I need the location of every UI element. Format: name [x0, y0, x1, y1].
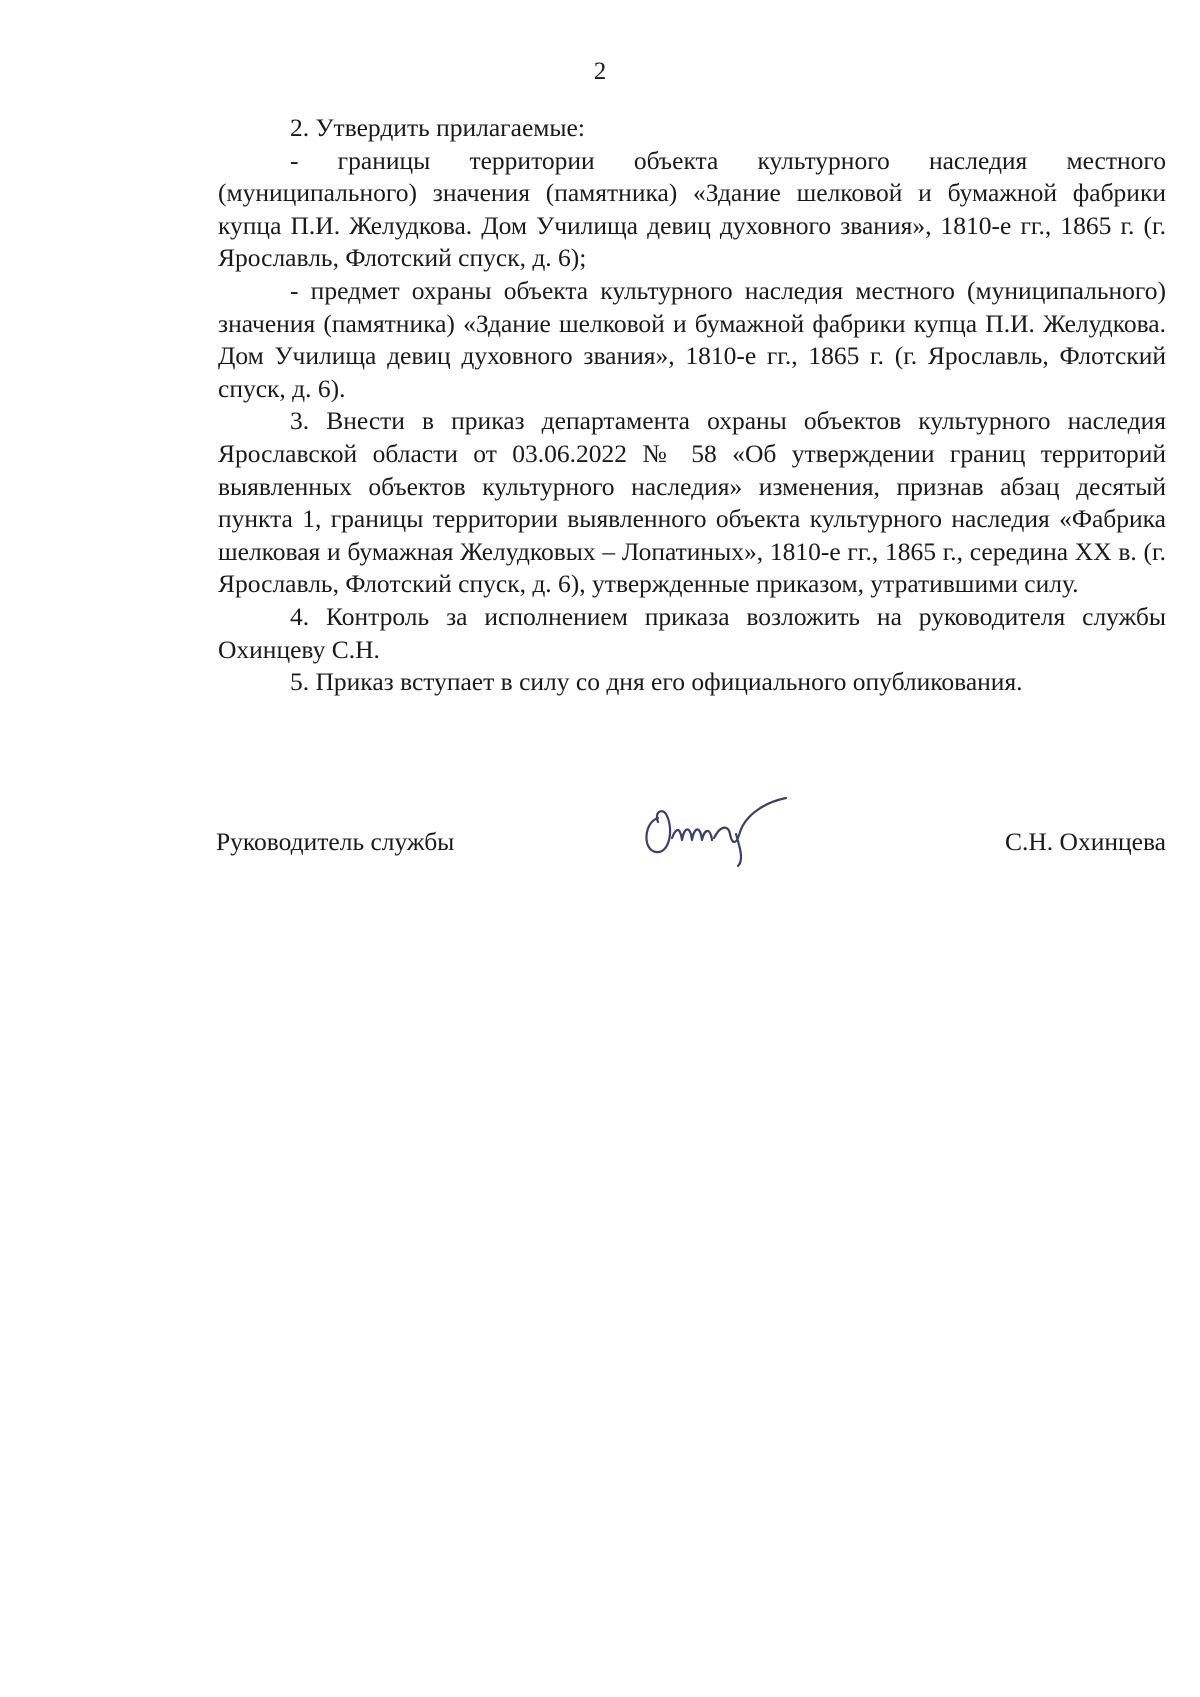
signatory-name: С.Н. Охинцева [1005, 827, 1166, 856]
paragraph-2-approve: 2. Утвердить прилагаемые: [290, 113, 585, 142]
paragraph-2-boundaries: - границы территории объекта культурного наследия местного (муниципального) значения (памятника) «Здание шелковой и бумажной фабрики купца П.И. Желудкова. Дом Училища девиц духовного звания», 1810-е гг., 1865 г. (г. Ярославль, Флотский спуск, д. 6); [218, 145, 1166, 273]
handwritten-signature-icon [636, 788, 806, 868]
paragraph-3-amendment: 3. Внести в приказ департамента охраны объектов культурного наследия Ярославской области от 03.06.2022 № 58 «Об утверждении границ территорий выявленных объектов культурного наследия» изменения, признав абзац десятый пункта 1, границы территории выявленного объекта культурного наследия «Фабрика шелковая и бумажная Желудковых – Лопатиных», 1810-е гг., 1865 г., середина XX в. (г. Ярославль, Флотский спуск, д. 6), утвержденные приказом, утратившими силу. [218, 406, 1166, 599]
signatory-position: Руководитель службы [216, 827, 455, 856]
paragraph-2-protection-subject: - предмет охраны объекта культурного наследия местного (муниципального) значения (памятника) «Здание шелковой и бумажной фабрики купца П.И. Желудкова. Дом Училища девиц духовного звания», 1810-е гг., 1865 г. (г. Ярославль, Флотский спуск, д. 6). [218, 275, 1166, 403]
paragraph-5-effective: 5. Приказ вступает в силу со дня его официального опубликования. [290, 667, 1023, 697]
document-body [218, 112, 1166, 699]
signature-block [216, 826, 1166, 886]
paragraph-4-control: 4. Контроль за исполнением приказа возложить на руководителя службы Охинцеву С.Н. [218, 601, 1166, 664]
page-number: 2 [593, 58, 607, 85]
